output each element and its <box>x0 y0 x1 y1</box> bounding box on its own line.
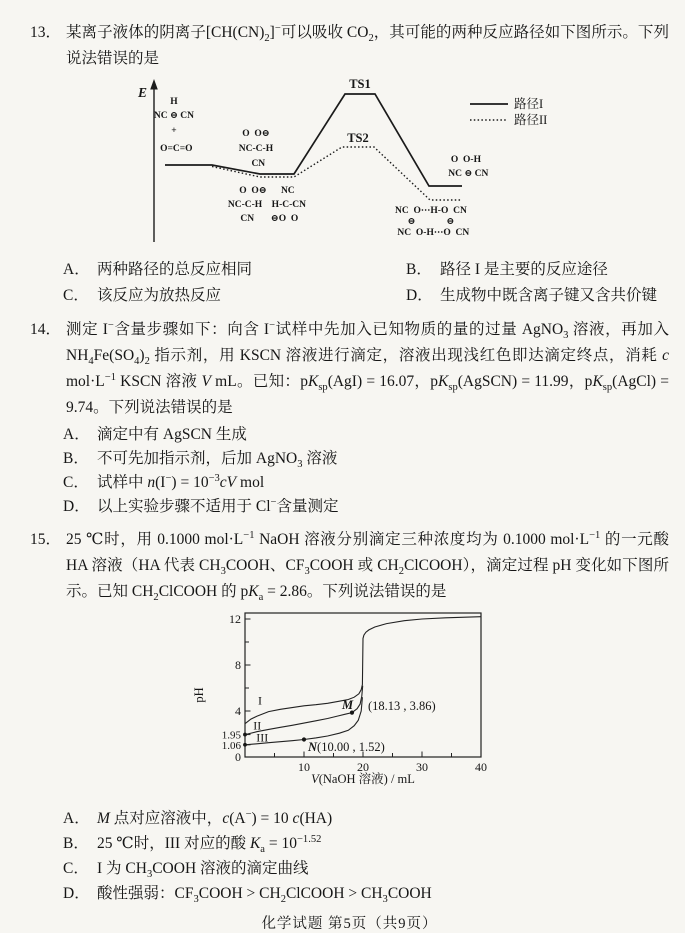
q14-option-d <box>30 495 669 519</box>
q13-option-a <box>30 257 373 283</box>
x-axis-title: V(NaOH 溶液) / mL <box>311 772 415 786</box>
question-13 <box>30 20 669 309</box>
q13-stem-text: 某离子液体的阴离子$[CH(CN)_2]^-$可以吸收 $CO_2$，其可能的两种反应路径如下图所示。下列说法错误的是 <box>66 22 669 67</box>
option-text: 25 ℃时，III 对应的酸 $K_a = 10^{-1.52}$ <box>97 833 322 856</box>
legend <box>470 97 547 127</box>
x-tick-label: 30 <box>416 760 428 774</box>
q15-option-b <box>30 831 669 856</box>
q15-number: 15． <box>30 531 62 548</box>
q15-option-c <box>30 856 669 881</box>
y-tick-label: 8 <box>235 658 241 672</box>
molecule-reactants: H NC ⊖ CN + O=C=O <box>153 97 195 154</box>
q15-stem <box>30 527 669 605</box>
energy-diagram-svg <box>132 74 672 250</box>
option-text: 滴定中有 AgSCN 生成 <box>97 426 247 443</box>
q15-stem-text: 25 ℃时，用 0.1000 $mol\cdot L^{-1}$ NaOH 溶液分别滴定三种浓度均为 0.1000 $mol\cdot L^{-1}$ 的一元酸 HA 溶液（HA 代表 $CH_3COOH$、$CF_3COOH$ 或 $CH_2ClCOOH$），滴定过程 pH 变化如下图所示。已知 $CH_2ClCOOH$ 的 $pK_a = 2.86$。下列说法错误的是 <box>66 529 669 604</box>
option-label: D． <box>406 287 433 304</box>
y-tick-label: 1.06 <box>221 739 241 752</box>
y-tick-label: 4 <box>235 704 241 718</box>
option-label: C． <box>63 860 89 877</box>
option-label: C． <box>63 287 89 304</box>
x-tick-label: 10 <box>298 760 310 774</box>
point-M-label: M <box>342 698 354 712</box>
option-text: 两种路径的总反应相同 <box>97 261 253 278</box>
option-text: 路径 I 是主要的反应途径 <box>440 261 608 278</box>
option-text: I 为 $CH_3COOH$ 溶液的滴定曲线 <box>97 860 309 881</box>
molecule-product-path2: NC O⋯H-O CN ⊖ ⊖ NC O-H⋯O CN <box>395 206 470 238</box>
curve-II-start-dot <box>243 733 247 737</box>
y-tick-label: 1.95 <box>221 729 241 742</box>
option-label: A． <box>63 810 90 827</box>
q14-option-a <box>30 423 669 447</box>
titration-chart-svg <box>190 609 550 799</box>
question-14 <box>30 317 669 519</box>
x-tick-label: 20 <box>357 760 369 774</box>
q13-stem <box>30 20 669 72</box>
point-N-dot <box>302 737 306 741</box>
option-label: B． <box>63 835 89 852</box>
option-text: M 点对应溶液中，c(A−) = 10 c(HA) <box>97 808 333 827</box>
y-axis-title: pH <box>192 687 206 703</box>
q13-option-c <box>30 283 373 309</box>
energy-diagram <box>132 74 669 255</box>
point-N-label: N(10.00 , 1.52) <box>308 740 385 754</box>
molecule-intermediate: O O⊖ NC-C-H CN <box>238 129 274 169</box>
q14-options <box>30 423 669 519</box>
option-text: 试样中 $n(I^-) = 10^{-3}cV$ mol <box>97 472 265 491</box>
page-footer: 化学试题 第5页（共9页） <box>261 916 438 932</box>
ts1-label: TS1 <box>349 77 371 91</box>
q13-number: 13． <box>30 24 62 41</box>
option-label: A． <box>63 261 90 278</box>
y-tick-label: 12 <box>229 612 241 626</box>
option-label: D． <box>63 885 90 902</box>
molecule-product-path1: O O-H NC ⊖ CN <box>448 155 489 179</box>
q15-options <box>30 806 669 906</box>
q14-number: 14． <box>30 321 62 338</box>
curve-III-start-dot <box>243 743 247 747</box>
energy-axis-label: E <box>138 85 148 100</box>
x-tick-label: 40 <box>475 760 487 774</box>
path-I-curve <box>165 94 462 186</box>
option-text: 该反应为放热反应 <box>97 287 222 304</box>
q14-option-b <box>30 447 669 471</box>
option-text: 生成物中既含离子键又含共价键 <box>440 287 658 304</box>
legend-path-I-label: 路径I <box>514 97 544 111</box>
point-M-coords: (18.13 , 3.86) <box>368 699 436 713</box>
option-text: 不可先加指示剂，后加 AgNO$_3$ 溶液 <box>97 450 338 471</box>
titration-chart <box>190 609 669 804</box>
option-label: A． <box>63 426 90 443</box>
option-text: 酸性强弱：$CF_3COOH$ > $CH_2ClCOOH$ > $CH_3COOH$ <box>97 885 432 906</box>
option-label: D． <box>63 498 90 515</box>
energy-axis-arrow-icon <box>150 79 158 90</box>
curve-II-label: II <box>253 718 262 733</box>
q14-stem-text: 测定 I−含量步骤如下：向含 I−试样中先加入已知物质的量的过量 AgNO$_3$ 溶液，再加入 $NH_4Fe(SO_4)_2$ 指示剂，用 KSCN 溶液进行滴定，溶液出现浅红色即达滴定终点，消耗 c $mol\cdot L^{-1}$ KSCN 溶液 V mL。已知：$pK_{sp}(AgI) = 16.07$，$pK_{sp}(AgSCN) = 11.99$，$pK_{sp}(AgCl) = 9.74$。下列说法错误的是 <box>66 319 669 416</box>
q13-options <box>30 257 669 309</box>
y-tick-label: 0 <box>235 750 241 764</box>
q14-stem <box>30 317 669 421</box>
option-text: 以上实验步骤不适用于 Cl−含量测定 <box>97 496 339 515</box>
q14-option-c <box>30 471 669 495</box>
curve-III-label: III <box>256 730 269 745</box>
q15-option-a <box>30 806 669 831</box>
molecule-dimer-intermediate: O O⊖ NC NC-C-H H-C-CN CN ⊖O O <box>227 186 306 224</box>
option-label: B． <box>406 261 432 278</box>
curve-I <box>245 617 481 724</box>
q15-option-d <box>30 881 669 906</box>
option-label: C． <box>63 474 89 491</box>
q13-option-d <box>373 283 669 309</box>
option-label: B． <box>63 450 89 467</box>
plot-frame <box>245 613 481 757</box>
ts2-label: TS2 <box>347 131 369 145</box>
legend-path-II-label: 路径II <box>514 113 548 127</box>
question-15 <box>30 527 669 906</box>
curve-I-label: I <box>257 693 262 708</box>
q13-option-b <box>373 257 669 283</box>
